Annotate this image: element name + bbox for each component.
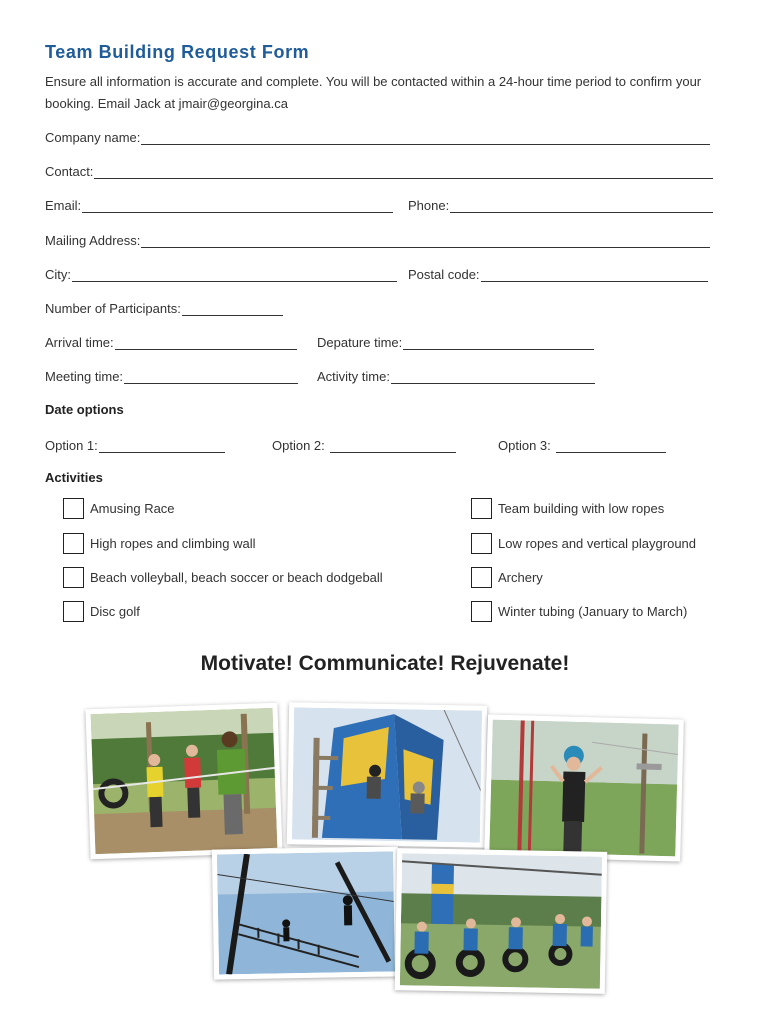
contact-field[interactable]: [45, 161, 713, 179]
date-option-1-field[interactable]: [45, 435, 225, 453]
activity-label: Disc golf: [90, 604, 140, 619]
mailing-address-label: Mailing Address:: [45, 233, 141, 248]
activity-checkbox-winter-tubing[interactable]: [471, 601, 687, 622]
motto-heading: Motivate! Communicate! Rejuvenate!: [200, 652, 570, 675]
climbing-wall-photo: [287, 702, 487, 847]
arrival-time-field[interactable]: [45, 332, 297, 350]
intro-text: Ensure all information is accurate and complete. You will be contacted within a 24-hour time period to confirm your booking. Email Jack at jmair@georgina.ca: [45, 74, 702, 111]
checkbox-square[interactable]: [63, 567, 84, 588]
activity-checkbox-vertical-playground[interactable]: [471, 533, 696, 554]
activity-label: High ropes and climbing wall: [90, 536, 256, 551]
departure-time-label: Depature time:: [317, 335, 403, 350]
activity-label: Beach volleyball, beach soccer or beach dodgeball: [90, 570, 383, 585]
checkbox-square[interactable]: [63, 533, 84, 554]
form-title: Team Building Request Form: [45, 42, 310, 62]
date-option-2-label: Option 2:: [272, 438, 325, 453]
activity-time-label: Activity time:: [317, 369, 390, 384]
checkbox-square[interactable]: [471, 498, 492, 519]
participants-field[interactable]: [45, 298, 283, 316]
tire-swing-group-photo: [395, 848, 607, 994]
checkbox-square[interactable]: [471, 601, 492, 622]
activity-time-field[interactable]: [317, 366, 595, 384]
departure-time-field[interactable]: [317, 332, 594, 350]
date-option-2-field[interactable]: [272, 435, 456, 453]
activity-label: Low ropes and vertical playground: [498, 536, 697, 551]
participants-label: Number of Participants:: [45, 301, 181, 316]
checkbox-square[interactable]: [471, 567, 492, 588]
activity-checkbox-low-ropes-team[interactable]: [471, 498, 664, 519]
checkbox-square[interactable]: [471, 533, 492, 554]
high-ropes-photo: [484, 714, 684, 861]
date-options-heading: Date options: [45, 402, 124, 417]
city-label: City:: [45, 267, 71, 282]
activity-checkbox-high-ropes[interactable]: [63, 533, 255, 554]
mailing-address-field[interactable]: [45, 230, 710, 248]
ropes-course-silhouette-photo: [212, 846, 400, 979]
activity-checkbox-disc-golf[interactable]: [63, 601, 140, 622]
activity-checkbox-amusing-race[interactable]: [63, 498, 175, 519]
city-field[interactable]: [45, 264, 397, 282]
activity-label: Amusing Race: [90, 501, 175, 516]
activity-label: Winter tubing (January to March): [498, 604, 688, 619]
activities-heading: Activities: [45, 470, 103, 485]
date-option-3-label: Option 3:: [498, 438, 551, 453]
activity-label: Team building with low ropes: [498, 501, 665, 516]
postal-code-label: Postal code:: [408, 267, 480, 282]
date-option-3-field[interactable]: [498, 435, 666, 453]
date-option-1-label: Option 1:: [45, 438, 98, 453]
meeting-time-label: Meeting time:: [45, 369, 124, 384]
checkbox-square[interactable]: [63, 601, 84, 622]
arrival-time-label: Arrival time:: [45, 335, 114, 350]
meeting-time-field[interactable]: [45, 366, 298, 384]
postal-code-field[interactable]: [408, 264, 708, 282]
checkbox-square[interactable]: [63, 498, 84, 519]
activity-checkbox-archery[interactable]: [471, 567, 543, 588]
activity-checkbox-beach-sports[interactable]: [63, 567, 383, 588]
company-name-field[interactable]: [45, 127, 710, 145]
contact-label: Contact:: [45, 164, 94, 179]
team-ropes-photo: [85, 703, 282, 860]
phone-label: Phone:: [408, 198, 450, 213]
company-name-label: Company name:: [45, 130, 141, 145]
email-field[interactable]: [45, 195, 393, 213]
activity-label: Archery: [498, 570, 543, 585]
phone-field[interactable]: [408, 195, 713, 213]
email-label: Email:: [45, 198, 82, 213]
